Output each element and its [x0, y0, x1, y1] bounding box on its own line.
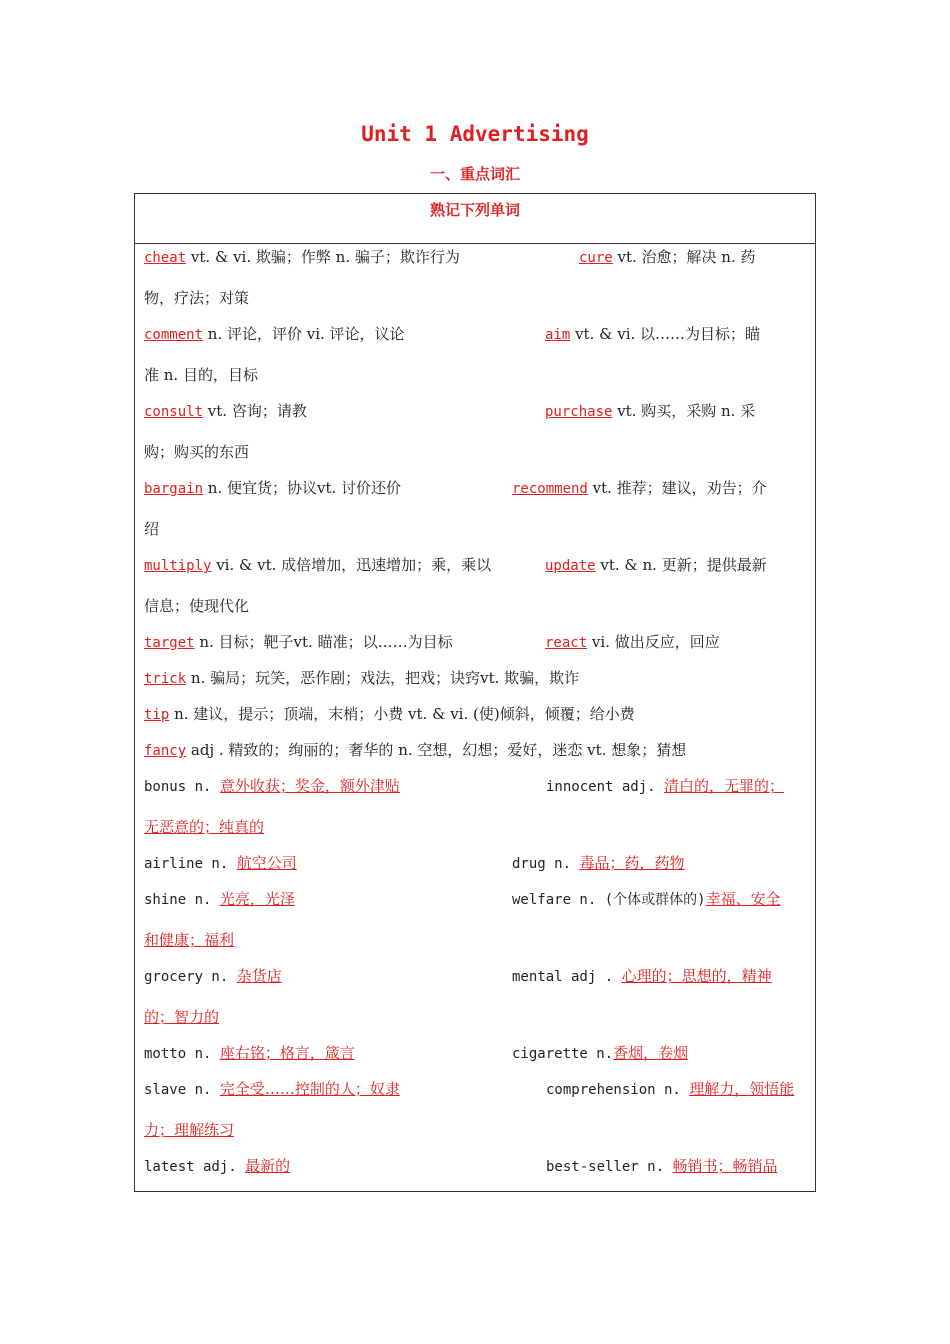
entry-purchase-cont: 购；购买的东西: [144, 443, 250, 461]
entry-update: update vt. & n. 更新；提供最新: [545, 556, 767, 574]
entry-cure-cont: 物，疗法；对策: [144, 289, 250, 307]
entry-comment: comment n. 评论，评价 vi. 评论，议论: [144, 325, 405, 343]
quiz-slave: slave n. 完全受……控制的人；奴隶: [144, 1080, 400, 1098]
entry-consult: consult vt. 咨询；请教: [144, 402, 307, 420]
entry-cure: cure vt. 治愈；解决 n. 药: [579, 248, 756, 266]
quiz-bonus: bonus n. 意外收获；奖金，额外津贴: [144, 777, 400, 795]
quiz-innocent: innocent adj. 清白的，无罪的；: [546, 777, 785, 795]
box-header: [135, 194, 815, 244]
quiz-innocent-cont: 无恶意的；纯真的: [144, 818, 265, 836]
entry-update-cont: 信息；使现代化: [144, 597, 250, 615]
quiz-drug: drug n. 毒品；药，药物: [512, 854, 685, 872]
quiz-welfare: welfare n. (个体或群体的)幸福、安全: [512, 890, 781, 908]
entry-fancy: fancy adj . 精致的；绚丽的；奢华的 n. 空想，幻想；爱好，迷恋 vt. 想象；猜想: [144, 741, 687, 759]
entry-aim: aim vt. & vi. 以……为目标；瞄: [545, 325, 761, 343]
box-heading: 熟记下列单词: [429, 201, 520, 219]
entry-tip: tip n. 建议，提示；顶端，末梢；小费 vt. & vi. (使)倾斜，倾覆；给小费: [144, 705, 635, 723]
quiz-comprehension-cont: 力；理解练习: [144, 1121, 235, 1139]
quiz-comprehension: comprehension n. 理解力，领悟能: [546, 1080, 795, 1098]
page-title: Unit 1 Advertising: [361, 122, 589, 146]
vocab-box: [134, 193, 816, 1192]
entry-aim-cont: 准 n. 目的，目标: [144, 366, 258, 384]
entry-recommend: recommend vt. 推荐；建议，劝告；介: [512, 479, 767, 497]
quiz-best-seller: best-seller n. 畅销书；畅销品: [546, 1157, 778, 1175]
quiz-shine: shine n. 光亮，光泽: [144, 890, 295, 908]
section-heading: 一、重点词汇: [429, 165, 520, 183]
quiz-mental: mental adj . 心理的；思想的，精神: [512, 967, 772, 985]
quiz-cigarette: cigarette n.香烟，卷烟: [512, 1044, 689, 1062]
quiz-welfare-cont: 和健康；福利: [144, 931, 235, 949]
quiz-grocery: grocery n. 杂货店: [144, 967, 282, 985]
quiz-airline: airline n. 航空公司: [144, 854, 297, 872]
entry-multiply: multiply vi. & vt. 成倍增加，迅速增加；乘，乘以: [144, 556, 492, 574]
entry-trick: trick n. 骗局；玩笑，恶作剧；戏法，把戏；诀窍vt. 欺骗，欺诈: [144, 669, 580, 687]
entry-target: target n. 目标；靶子vt. 瞄准；以……为目标: [144, 633, 453, 651]
quiz-motto: motto n. 座右铭；格言，箴言: [144, 1044, 355, 1062]
entry-purchase: purchase vt. 购买，采购 n. 采: [545, 402, 756, 420]
entry-bargain: bargain n. 便宜货；协议vt. 讨价还价: [144, 479, 402, 497]
entry-react: react vi. 做出反应，回应: [545, 633, 720, 651]
entry-cheat: cheat vt. & vi. 欺骗；作弊 n. 骗子；欺诈行为: [144, 248, 460, 266]
entry-recommend-cont: 绍: [144, 520, 160, 538]
quiz-mental-cont: 的；智力的: [144, 1008, 220, 1026]
quiz-latest: latest adj. 最新的: [144, 1157, 291, 1175]
